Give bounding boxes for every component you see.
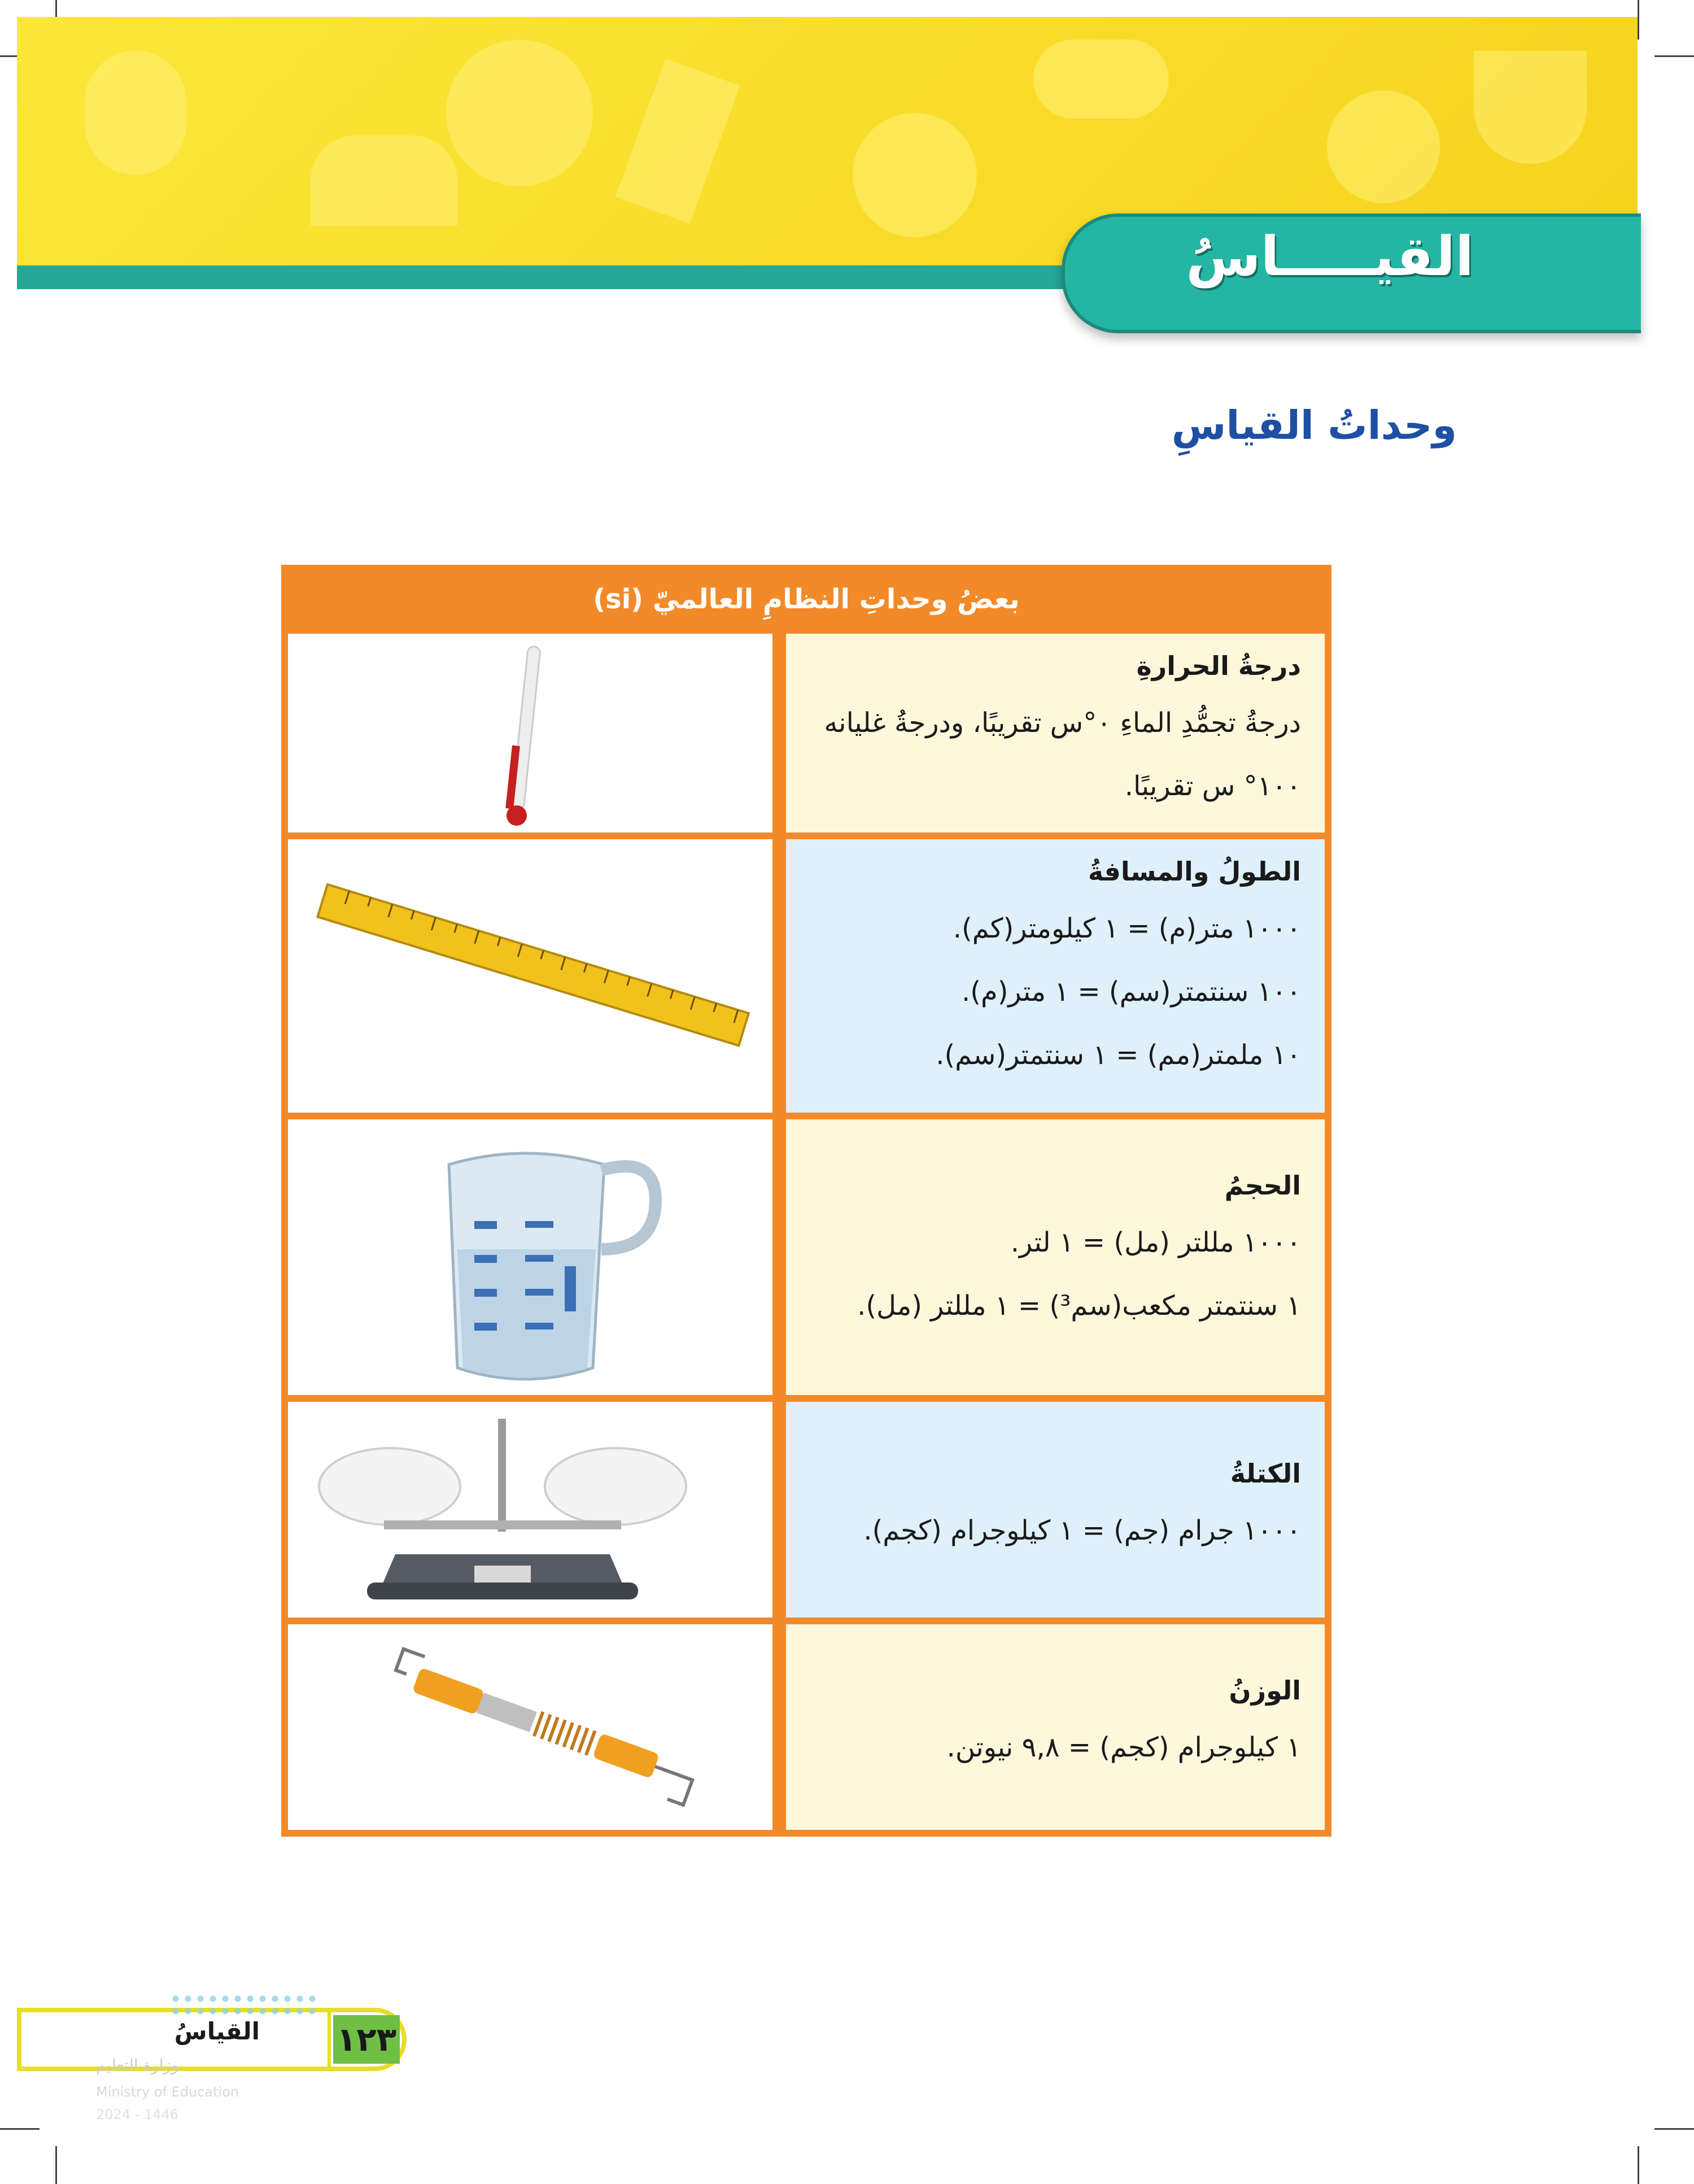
crop-mark	[55, 2146, 57, 2184]
row-line: ١ كيلوجرام (كجم) = ٩,٨ نيوتن.	[946, 1732, 1301, 1763]
crop-mark	[1638, 2146, 1639, 2184]
crop-mark	[1654, 2128, 1694, 2130]
ministry-logo-subtext: Ministry of Education	[96, 2084, 239, 2100]
table-cell-text	[786, 1624, 1325, 1830]
crop-mark	[1638, 0, 1639, 40]
table-cell-text	[786, 634, 1325, 832]
measuring-cup-icon	[288, 1119, 772, 1395]
row-line: ١٠ ملمتر(مم) = ١ سنتمتر(سم).	[936, 1039, 1301, 1071]
ministry-logo-icon	[169, 1993, 316, 2017]
crop-mark	[1654, 55, 1694, 57]
ministry-logo-text: وزارة التعليم	[96, 2056, 179, 2074]
row-line: ١٠٠ سنتمتر(سم) = ١ متر(م).	[961, 976, 1301, 1008]
si-units-table	[281, 565, 1331, 1837]
footer-divider	[328, 2012, 331, 2067]
row-line: ١٠٠٠ جرام (جم) = ١ كيلوجرام (كجم).	[863, 1515, 1301, 1546]
table-row	[288, 1119, 1325, 1395]
row-title: الحجمُ	[1224, 1170, 1301, 1201]
table-row	[288, 839, 1325, 1113]
row-title: درجةُ الحرارةِ	[1136, 651, 1301, 681]
row-line: ١٠٠٠ مللتر (مل) = ١ لتر.	[1010, 1227, 1301, 1258]
row-title: الكتلةُ	[1230, 1458, 1301, 1489]
ruler-icon	[288, 839, 772, 1113]
table-cell-text	[786, 839, 1325, 1113]
row-line: ١٠٠° س تقريبًا.	[1124, 770, 1301, 802]
row-title: الطولُ والمسافةُ	[1088, 856, 1301, 887]
table-row	[288, 1624, 1325, 1830]
balance-scale-icon	[288, 1402, 772, 1618]
footer-chapter-title: القياسُ	[174, 2017, 260, 2045]
spring-scale-icon	[288, 1624, 772, 1830]
row-line: درجةُ تجمُّدِ الماءِ ٠°س تقريبًا، ودرجةُ غليانه	[824, 707, 1301, 739]
chapter-title: القيـــــاسُ	[1186, 225, 1474, 288]
ministry-logo-year: 2024 - 1446	[96, 2107, 179, 2122]
table-row	[288, 1402, 1325, 1618]
page-number: ١٢٣	[333, 2015, 400, 2064]
table-cell-text	[786, 1119, 1325, 1395]
row-line: ١ سنتمتر مكعب(سم³) = ١ مللتر (مل).	[857, 1290, 1301, 1322]
thermometer-icon	[288, 634, 772, 832]
row-title: الوزنُ	[1229, 1675, 1301, 1706]
table-cell-text	[786, 1402, 1325, 1618]
section-heading: وحداتُ القياسِ	[1171, 402, 1457, 448]
row-line: ١٠٠٠ متر(م) = ١ كيلومتر(كم).	[953, 913, 1301, 944]
table-header: بعضُ وحداتِ النظامِ العالميّ (si)	[593, 583, 1020, 615]
crop-mark	[0, 2128, 40, 2130]
table-row	[288, 634, 1325, 832]
